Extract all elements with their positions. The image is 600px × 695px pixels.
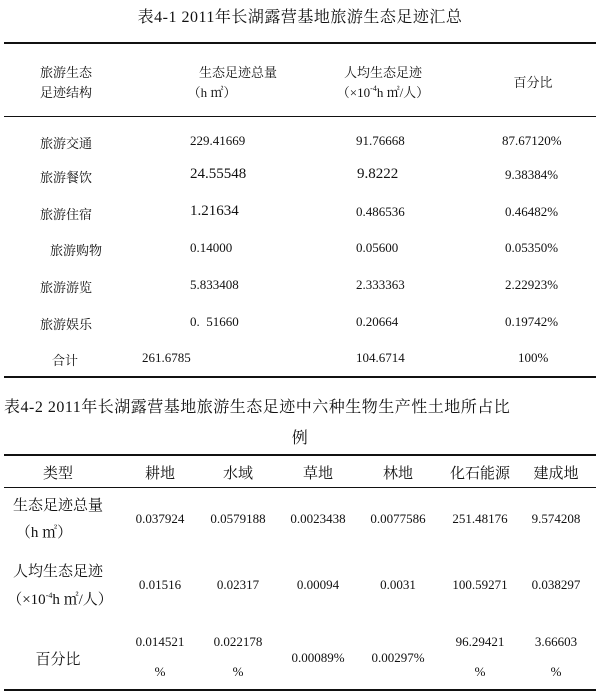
t1-header-col3-line1: 人均生态足迹 [343,65,423,80]
t1-row-per: 9.8222 [357,166,399,182]
t2-header-farmland: 耕地 [144,466,176,482]
t2-row1-value: 9.574208 [531,511,581,526]
t2-row2-value: 0.0031 [380,577,416,592]
t1-row-name: 旅游住宿 [40,207,93,222]
t1-total-per: 104.6714 [356,350,405,365]
t1-row-name: 旅游娱乐 [40,317,93,332]
t2-row3-value: 96.29421 [455,634,505,649]
t1-row-per: 0.486536 [356,204,405,219]
table2-top-rule [4,454,596,456]
t2-header-water: 水域 [222,466,254,482]
t1-header-col1-line1: 旅游生态 [40,65,93,80]
t2-row3-value: 0.022178 [213,634,263,649]
t1-header-col4: 百分比 [513,75,553,90]
t2-row2-value: 0.02317 [216,577,260,592]
t1-row-pct: 0.46482% [505,204,559,219]
t2-row2-label-line2: （$\times 10^{-4}h$ ㎡/人） [7,591,113,608]
t2-header-fossil-energy: 化石能源 [449,466,511,482]
t1-total-pct: 100% [518,350,549,365]
t2-row1-value: 0.0579188 [210,511,266,526]
t2-row1-value: 0.037924 [135,511,185,526]
t2-row1-label-line2: （h ㎡） [15,525,73,541]
t1-row-total: 229.41669 [190,133,246,148]
t1-row-pct: 9.38384% [505,167,559,182]
t1-total-name: 合计 [52,353,79,368]
table2-caption-line1: 表4-2 2011年长湖露营基地旅游生态足迹中六种生物生产性土地所占比 [4,399,511,416]
t2-row3-value-suffix: % [232,664,244,679]
t2-row3-value: 0.00297% [371,650,425,665]
t1-row-pct: 2.22923% [505,277,559,292]
t1-row-name: 旅游交通 [40,136,93,151]
t1-row-name: 旅游游览 [40,280,93,295]
t2-row3-value-suffix: % [550,664,562,679]
t1-header-col1-line2: 足迹结构 [40,85,93,100]
t1-header-col3-line2: （$\times 10^{-4}h$ ㎡/人） [336,84,430,100]
table1-bottom-rule [4,376,596,378]
t1-row-per: 2.333363 [356,277,405,292]
t2-row1-value: 251.48176 [452,511,508,526]
t1-row-per: 0.20664 [356,314,399,329]
t2-row3-value-suffix: % [474,664,486,679]
t1-header-col2-line2: （h ㎡） [187,85,237,100]
t1-row-total: 0.14000 [190,240,233,255]
t1-row-per: 91.76668 [356,133,405,148]
t1-row-total: 24.55548 [190,166,247,182]
t2-row3-value: 3.66603 [534,634,578,649]
table1-header-rule [4,116,596,117]
table2-header-rule [4,487,596,488]
t2-header-built-land: 建成地 [533,466,579,482]
t2-row2-value: 0.038297 [531,577,581,592]
t1-row-total: 0. 51660 [190,314,239,329]
table2-bottom-rule [4,689,596,691]
t1-total-total: 261.6785 [142,350,191,365]
t2-header-forest: 林地 [382,466,414,482]
t2-row3-label: 百分比 [35,652,81,668]
t2-header-grassland: 草地 [302,466,334,482]
table1-caption: 表4-1 2011年长湖露营基地旅游生态足迹汇总 [137,9,463,26]
table1-top-rule [4,42,596,44]
t2-row1-value: 0.0077586 [370,511,426,526]
t1-row-name: 旅游购物 [50,243,103,258]
t1-row-total: 5.833408 [190,277,239,292]
t1-row-pct: 0.05350% [505,240,559,255]
t2-row3-value: 0.00089% [291,650,345,665]
t2-row2-label-line1: 人均生态足迹 [12,564,104,580]
t2-row3-value: 0.014521 [135,634,185,649]
t2-header-type: 类型 [42,466,74,482]
t1-row-total: 1.21634 [190,203,239,219]
table2-caption-line2: 例 [291,430,309,447]
t1-row-pct: 87.67120% [502,133,562,148]
t2-row2-value: 0.01516 [138,577,182,592]
t2-row1-label-line1: 生态足迹总量 [12,498,104,514]
t1-header-col2-line1: 生态足迹总量 [198,65,278,80]
t2-row2-value: 0.00094 [296,577,340,592]
t1-row-per: 0.05600 [356,240,399,255]
t2-row2-value: 100.59271 [452,577,508,592]
t1-row-name: 旅游餐饮 [40,170,93,185]
t2-row1-value: 0.0023438 [290,511,346,526]
t1-row-pct: 0.19742% [505,314,559,329]
t2-row3-value-suffix: % [154,664,166,679]
